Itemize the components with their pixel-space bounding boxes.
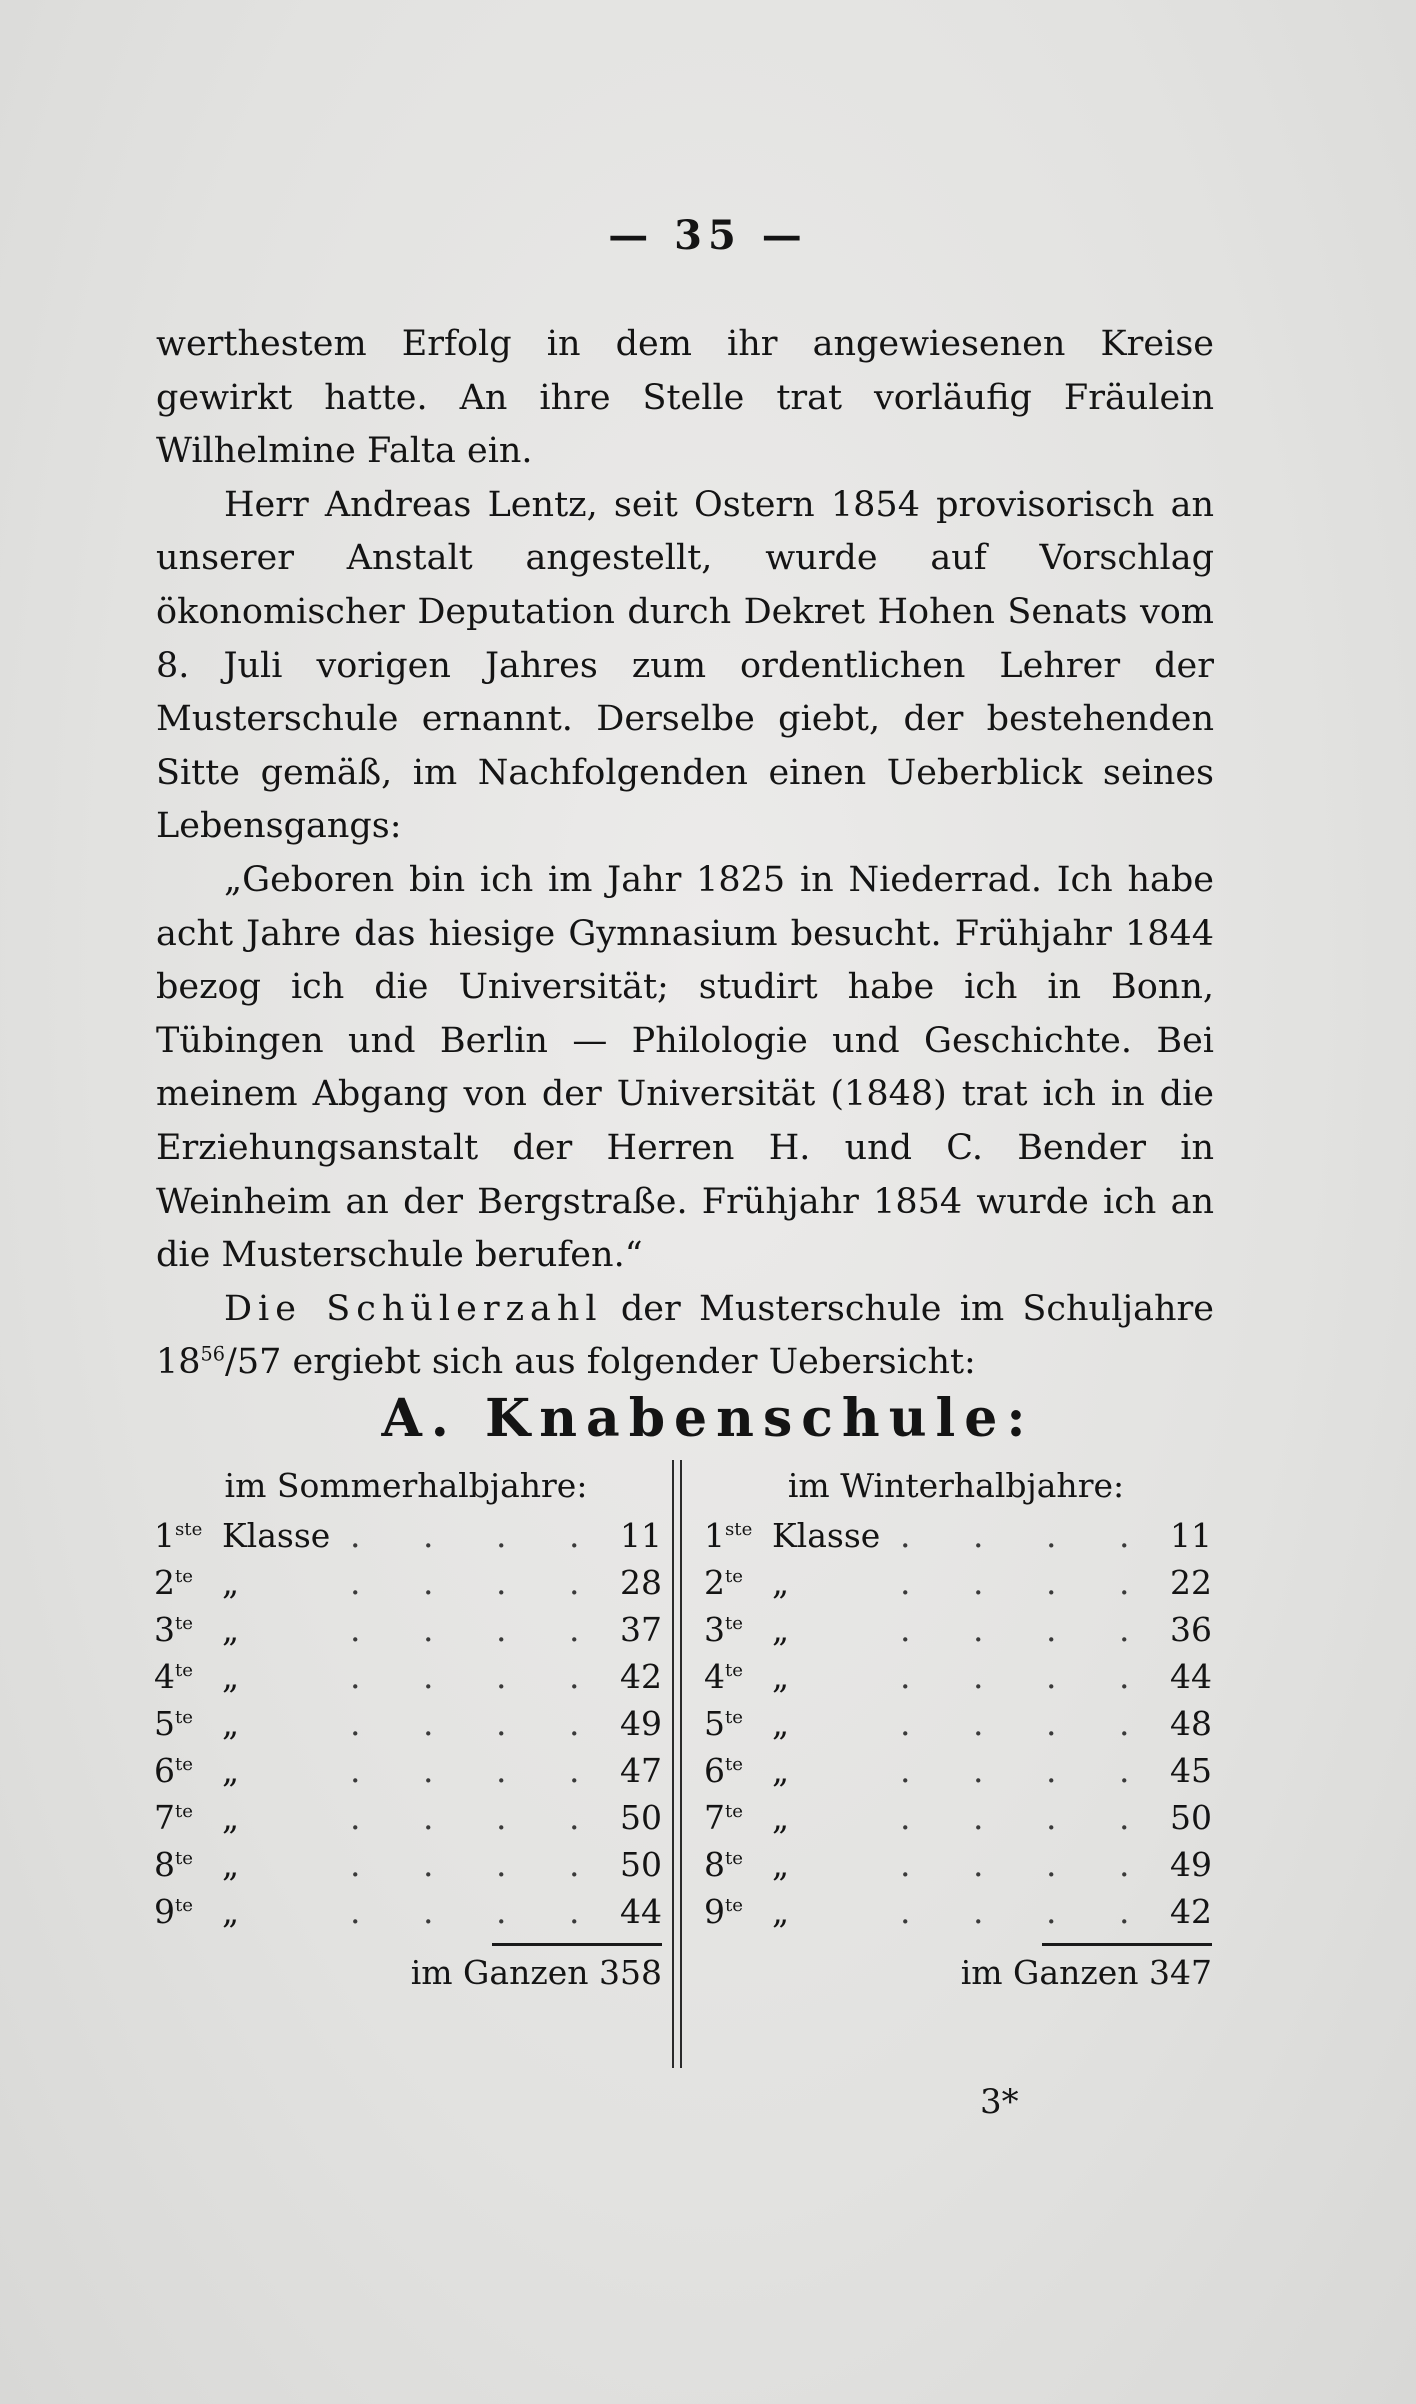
class-ordinal: 1ste — [704, 1516, 753, 1555]
table-row — [700, 1700, 1212, 1747]
text-run: der Musterschule im Schuljahre — [602, 1288, 1214, 1329]
class-label: Klasse — [222, 1516, 331, 1555]
class-ordinal: $5^{te}$ — [154, 1704, 194, 1743]
column-title: im Winterhalbjahre: — [787, 1466, 1125, 1505]
class-ordinal: $9^{te}$ — [154, 1892, 194, 1931]
class-ordinal: $8^{te}$ — [154, 1845, 194, 1884]
table-row — [700, 1747, 1212, 1794]
leader-dots: . . . . — [350, 1563, 606, 1602]
table-row — [150, 1653, 662, 1700]
table-row — [150, 1747, 662, 1794]
student-count: 28 — [620, 1563, 662, 1602]
class-label: „ — [772, 1563, 790, 1602]
year-sub: /57 — [225, 1342, 282, 1383]
table-row — [150, 1700, 662, 1747]
leader-dots: . . . . — [900, 1845, 1156, 1884]
student-count: 44 — [620, 1892, 662, 1931]
student-count: 49 — [620, 1704, 662, 1743]
column-title: im Sommerhalbjahre: — [224, 1466, 588, 1505]
class-ordinal: $2^{te}$ — [704, 1563, 744, 1602]
class-label: „ — [772, 1657, 790, 1696]
leader-dots: . . . . — [900, 1704, 1156, 1743]
table-row — [700, 1559, 1212, 1606]
class-ordinal: 1ste — [154, 1516, 203, 1555]
class-ordinal: $9^{te}$ — [704, 1892, 744, 1931]
student-count: 45 — [1170, 1751, 1212, 1790]
table-row — [150, 1606, 662, 1653]
class-label: „ — [772, 1704, 790, 1743]
spaced-term: Die Schülerzahl — [224, 1288, 603, 1329]
school-year — [156, 1342, 281, 1382]
student-count: 22 — [1170, 1563, 1212, 1602]
paragraph: werthestem Erfolg in dem ihr angewiesenen Kreise gewirkt hatte. An ihre Stelle trat vorläufig Fräulein Wilhelmine Falta ein. — [156, 324, 1214, 472]
total-row — [700, 1935, 1212, 1993]
student-count: 50 — [620, 1798, 662, 1837]
sum-rule — [1042, 1943, 1212, 1946]
class-ordinal: $2^{te}$ — [154, 1563, 194, 1602]
table-row — [150, 1559, 662, 1606]
class-label: „ — [772, 1845, 790, 1884]
year-base: 18 — [156, 1342, 201, 1383]
total-count: im Ganzen 347 — [960, 1953, 1212, 1992]
table-row — [700, 1794, 1212, 1841]
leader-dots: . . . . — [900, 1657, 1156, 1696]
paragraph: Herr Andreas Lentz, seit Ostern 1854 provisorisch an unserer Anstalt angestellt, wurde auf Vorschlag ökonomischer Deputation durch Dekret Hohen Senats vom 8. Juli vorigen Jahres zum ordentlichen Lehrer der Musterschule ernannt. Derselbe giebt, der bestehenden Sitte gemäß, im Nachfolgenden einen Ueberblick seines Lebensgangs: — [156, 484, 1214, 847]
class-label: „ — [772, 1751, 790, 1790]
text-run: ergiebt sich aus folgender Uebersicht: — [281, 1342, 976, 1383]
leader-dots: . . . . — [350, 1798, 606, 1837]
class-ordinal: $4^{te}$ — [154, 1657, 194, 1696]
leader-dots: . . . . — [350, 1751, 606, 1790]
class-ordinal: $7^{te}$ — [704, 1798, 744, 1837]
total-row — [150, 1935, 662, 1993]
class-ordinal: $3^{te}$ — [154, 1610, 194, 1649]
leader-dots: . . . . — [900, 1892, 1156, 1931]
page-number: — 35 — — [608, 212, 808, 259]
table-row — [700, 1606, 1212, 1653]
paragraph: „Geboren bin ich im Jahr 1825 in Niederrad. Ich habe acht Jahre das hiesige Gymnasium besucht. Frühjahr 1844 bezog ich die Universität; studirt habe ich in Bonn, Tübingen und Berlin — Philologie und Geschichte. Bei meinem Abgang von der Universität (1848) trat ich in die Erziehungsanstalt der Herren H. und C. Bender in Weinheim an der Bergstraße. Frühjahr 1854 wurde ich an die Musterschule berufen.“ — [156, 859, 1214, 1276]
class-label: „ — [222, 1657, 240, 1696]
year-sup: 56 — [200, 1342, 226, 1366]
class-ordinal: $5^{te}$ — [704, 1704, 744, 1743]
leader-dots: . . . . — [900, 1610, 1156, 1649]
table-row — [150, 1512, 662, 1559]
table-row — [700, 1653, 1212, 1700]
class-ordinal: $7^{te}$ — [154, 1798, 194, 1837]
table-row — [150, 1888, 662, 1935]
leader-dots: . . . . — [350, 1845, 606, 1884]
student-count: 42 — [1170, 1892, 1212, 1931]
table-row — [700, 1512, 1212, 1559]
class-label: „ — [222, 1845, 240, 1884]
sum-rule — [492, 1943, 662, 1946]
student-count: 50 — [1170, 1798, 1212, 1837]
leader-dots: . . . . — [900, 1751, 1156, 1790]
class-label: Klasse — [772, 1516, 881, 1555]
student-count: 48 — [1170, 1704, 1212, 1743]
winter-column — [700, 1460, 1212, 1993]
leader-dots: . . . . — [350, 1704, 606, 1743]
student-count: 11 — [1170, 1516, 1212, 1555]
signature-text: 3* — [980, 2082, 1019, 2122]
leader-dots: . . . . — [900, 1516, 1156, 1555]
class-label: „ — [222, 1751, 240, 1790]
column-divider — [672, 1460, 682, 2068]
student-count: 44 — [1170, 1657, 1212, 1696]
class-ordinal: $6^{te}$ — [154, 1751, 194, 1790]
class-label: „ — [222, 1704, 240, 1743]
student-count: 11 — [620, 1516, 662, 1555]
student-count: 49 — [1170, 1845, 1212, 1884]
body-text — [156, 318, 1214, 1390]
leader-dots: . . . . — [350, 1516, 606, 1555]
class-ordinal: $8^{te}$ — [704, 1845, 744, 1884]
class-label: „ — [222, 1892, 240, 1931]
student-count: 37 — [620, 1610, 662, 1649]
class-label: „ — [222, 1610, 240, 1649]
leader-dots: . . . . — [350, 1610, 606, 1649]
leader-dots: . . . . — [350, 1657, 606, 1696]
class-label: „ — [772, 1610, 790, 1649]
summer-column — [150, 1460, 662, 1993]
table-row — [150, 1841, 662, 1888]
leader-dots: . . . . — [900, 1798, 1156, 1837]
student-count: 36 — [1170, 1610, 1212, 1649]
class-label: „ — [222, 1563, 240, 1602]
leader-dots: . . . . — [900, 1563, 1156, 1602]
class-label: „ — [222, 1798, 240, 1837]
table-row — [700, 1888, 1212, 1935]
class-label: „ — [772, 1892, 790, 1931]
total-count: im Ganzen 358 — [410, 1953, 662, 1992]
class-ordinal: $4^{te}$ — [704, 1657, 744, 1696]
class-ordinal: $3^{te}$ — [704, 1610, 744, 1649]
leader-dots: . . . . — [350, 1892, 606, 1931]
table-row — [700, 1841, 1212, 1888]
student-count: 50 — [620, 1845, 662, 1884]
class-ordinal: $6^{te}$ — [704, 1751, 744, 1790]
class-label: „ — [772, 1798, 790, 1837]
paragraph — [156, 1283, 1214, 1390]
student-count: 47 — [620, 1751, 662, 1790]
section-title: A. Knabenschule: — [381, 1388, 1035, 1449]
student-count: 42 — [620, 1657, 662, 1696]
table-row — [150, 1794, 662, 1841]
